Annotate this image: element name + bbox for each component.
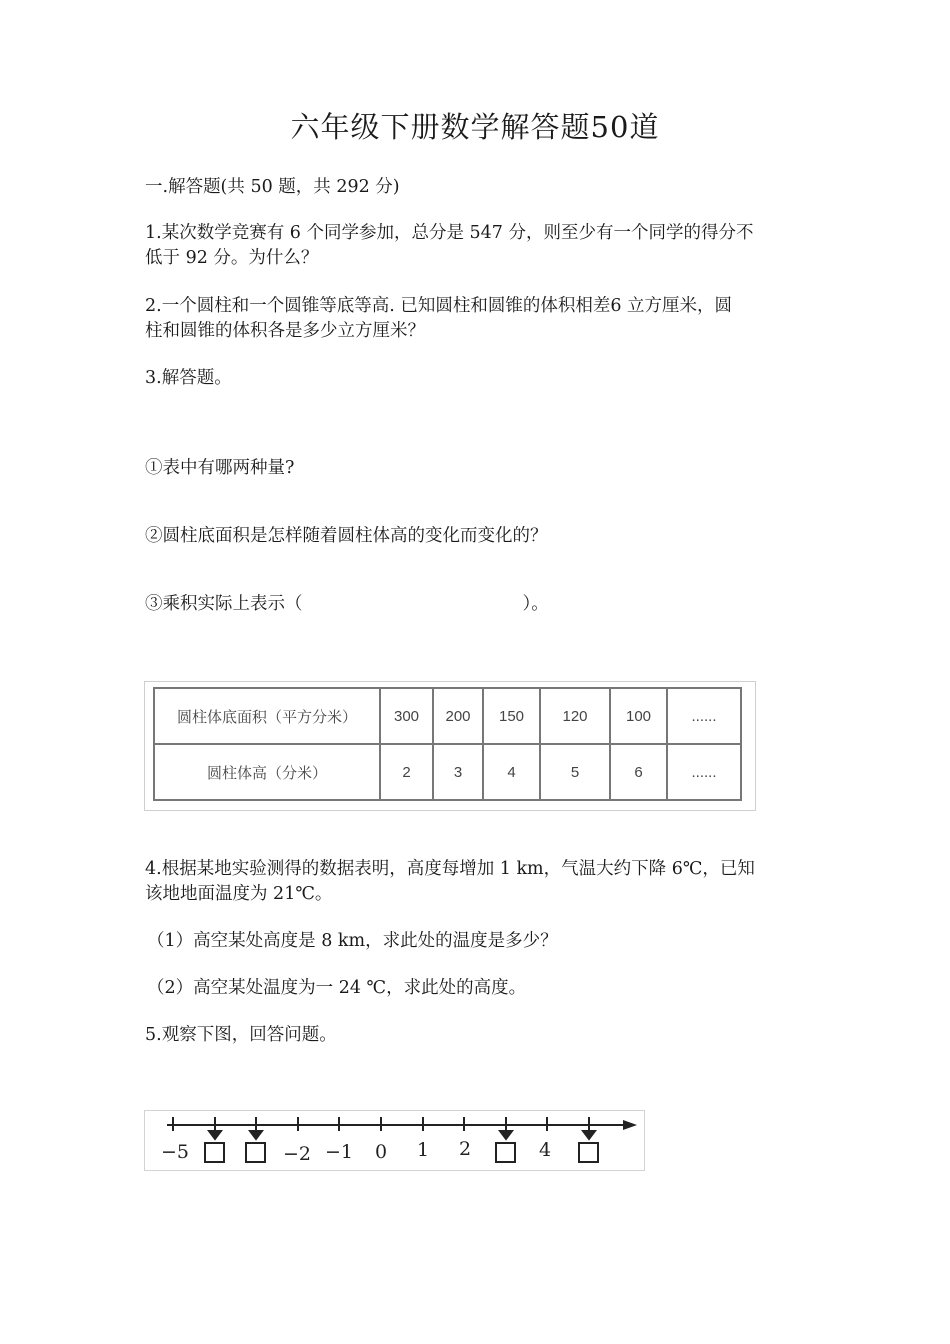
question-2-line-2: 柱和圆锥的体积各是多少立方厘米？ bbox=[145, 321, 425, 341]
table-cell: 120 bbox=[540, 688, 610, 744]
number-line-figure bbox=[144, 1110, 645, 1171]
question-3-sub-3-prefix: ③乘积实际上表示（ bbox=[145, 594, 303, 614]
question-3-sub-3-suffix: ）。 bbox=[522, 594, 549, 614]
question-4-sub-1: （1）高空某处高度是 8 km，求此处的温度是多少？ bbox=[147, 931, 558, 951]
page-title: 六年级下册数学解答题50道 bbox=[290, 110, 660, 144]
question-3-sub-1: ①表中有哪两种量? bbox=[145, 458, 295, 478]
cylinder-data-table bbox=[153, 687, 742, 801]
cylinder-data-table-image bbox=[144, 681, 756, 811]
number-label: −2 bbox=[282, 1143, 312, 1165]
number-label: −5 bbox=[160, 1141, 190, 1163]
question-4-line-2: 该地地面温度为 21℃。 bbox=[145, 884, 333, 904]
table-cell: 2 bbox=[380, 744, 433, 800]
number-label: −1 bbox=[324, 1141, 354, 1163]
table-cell: 3 bbox=[433, 744, 483, 800]
table-cell: 150 bbox=[483, 688, 540, 744]
number-line-svg bbox=[145, 1111, 644, 1170]
table-cell: 300 bbox=[380, 688, 433, 744]
table-cell: 100 bbox=[610, 688, 667, 744]
question-2-line-1: 2.一个圆柱和一个圆锥等底等高. 已知圆柱和圆锥的体积相差6 立方厘米，圆 bbox=[145, 296, 733, 316]
question-1-line-2: 低于 92 分。为什么？ bbox=[145, 248, 319, 268]
answer-box bbox=[496, 1143, 515, 1162]
question-3-sub-3 bbox=[145, 592, 805, 617]
table-row-label: 圆柱体底面积（平方分米） bbox=[154, 688, 380, 744]
answer-box bbox=[579, 1143, 598, 1162]
question-1-line-1: 1.某次数学竞赛有 6 个同学参加，总分是 547 分，则至少有一个同学的得分不 bbox=[145, 223, 754, 243]
table-cell: 6 bbox=[610, 744, 667, 800]
table-cell: 5 bbox=[540, 744, 610, 800]
question-5-title: 5.观察下图，回答问题。 bbox=[145, 1025, 337, 1045]
question-4-sub-2: （2）高空某处温度为一 24 ℃，求此处的高度。 bbox=[147, 978, 527, 998]
number-label: 0 bbox=[374, 1141, 388, 1163]
question-3-sub-2: ②圆柱底面积是怎样随着圆柱体高的变化而变化的？ bbox=[145, 526, 548, 546]
number-label: 2 bbox=[458, 1138, 472, 1160]
down-arrow-head-icon bbox=[583, 1131, 595, 1139]
table-cell: 200 bbox=[433, 688, 483, 744]
answer-box bbox=[205, 1143, 224, 1162]
answer-box bbox=[246, 1143, 265, 1162]
section-header: 一.解答题(共 50 题，共 292 分) bbox=[145, 177, 400, 197]
table-row bbox=[154, 744, 741, 800]
question-3-title: 3.解答题。 bbox=[145, 368, 232, 388]
table-row bbox=[154, 688, 741, 744]
table-cell: ...... bbox=[667, 688, 741, 744]
table-row-label: 圆柱体高（分米） bbox=[154, 744, 380, 800]
down-arrow-head-icon bbox=[500, 1131, 512, 1139]
table-cell: 4 bbox=[483, 744, 540, 800]
number-label: 1 bbox=[416, 1139, 430, 1161]
table-cell: ...... bbox=[667, 744, 741, 800]
axis-arrow-icon bbox=[623, 1120, 637, 1130]
number-label: 4 bbox=[538, 1139, 552, 1161]
down-arrow-head-icon bbox=[209, 1131, 221, 1139]
question-4-line-1: 4.根据某地实验测得的数据表明，高度每增加 1 km，气温大约下降 6℃，已知 bbox=[145, 859, 755, 879]
down-arrow-head-icon bbox=[250, 1131, 262, 1139]
